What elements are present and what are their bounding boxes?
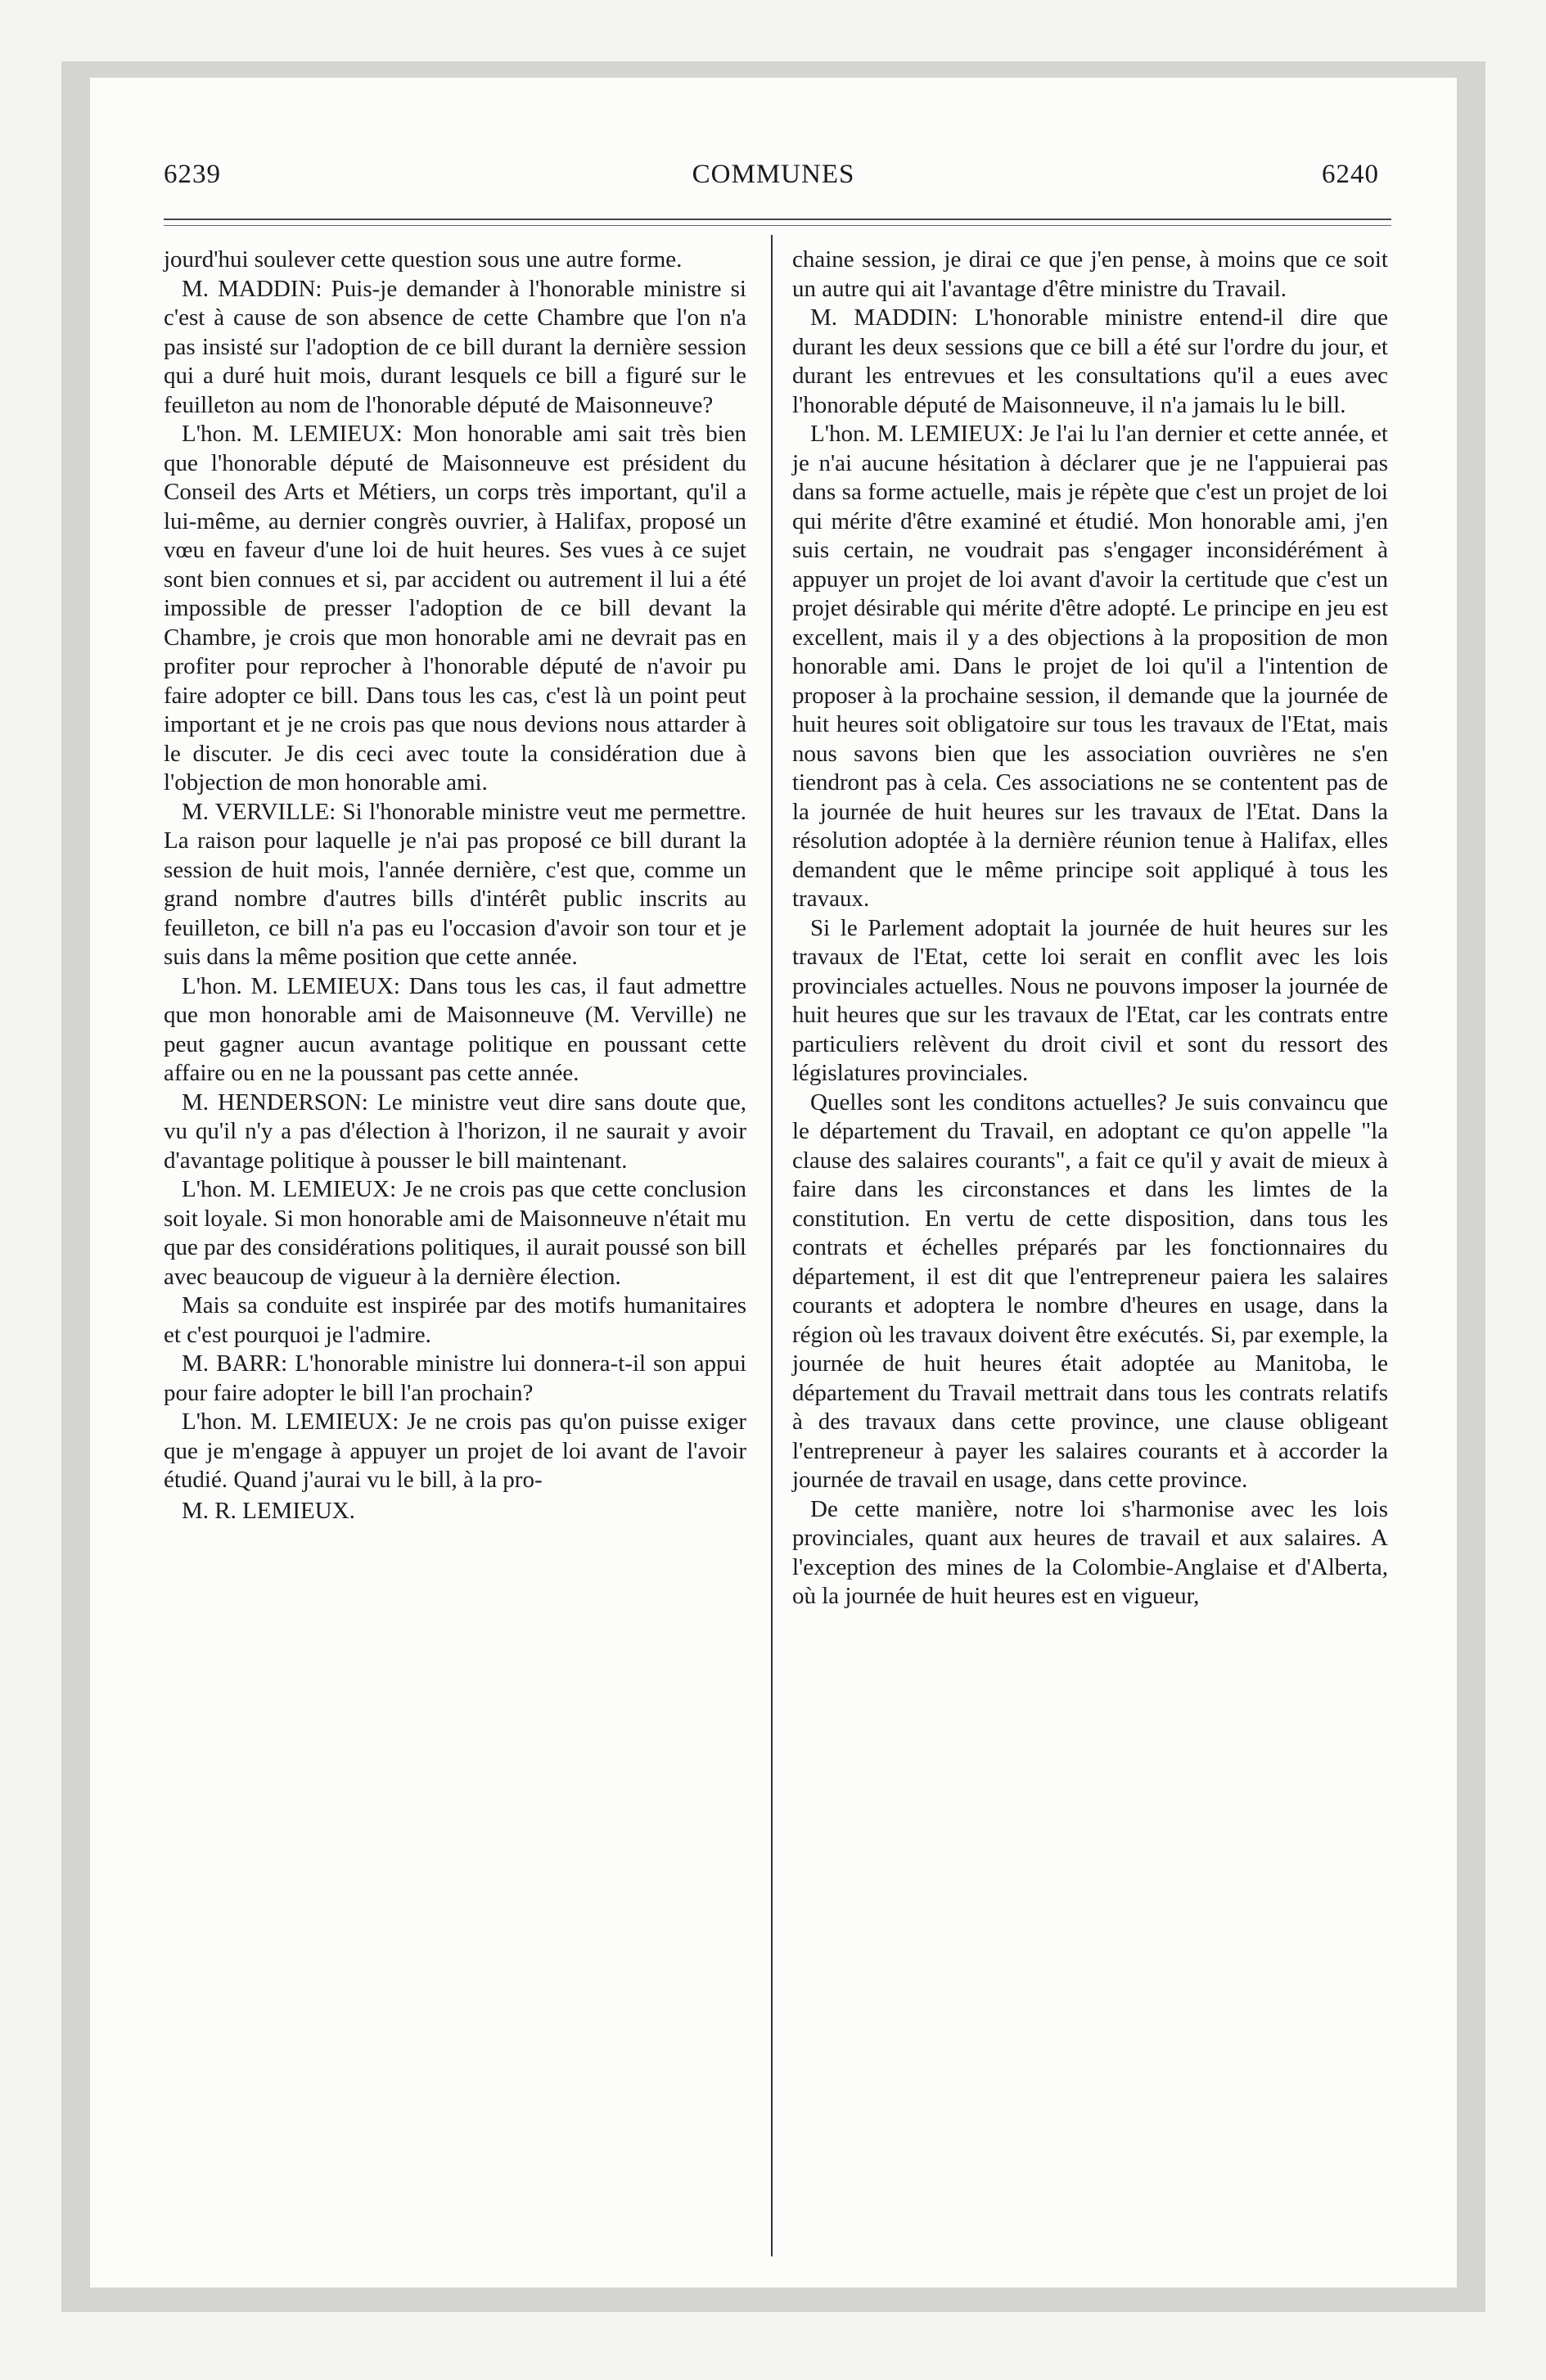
paragraph: M. MADDIN: L'honorable ministre entend-il dire que durant les deux sessions que ce bill a été sur l'ordre du jour, et durant les entrevues et les consultations qu'il a eues avec l'honorable député de Maisonneuve, il n'a jamais lu le bill. [792, 304, 1388, 418]
paragraph: De cette manière, notre loi s'harmonise avec les lois provinciales, quant aux heures de travail et aux salaires. A l'exception des mines de la Colombie-Anglaise et d'Alberta, où la journée de huit heures est en vigueur, [792, 1495, 1388, 1609]
paragraph: chaine session, je dirai ce que j'en pense, à moins que ce soit un autre qui ait l'avantage d'être ministre du Travail. [792, 246, 1388, 302]
paragraph: M. HENDERSON: Le ministre veut dire sans doute que, vu qu'il n'y a pas d'élection à l'horizon, il ne saurait y avoir d'avantage politique à pousser le bill maintenant. [164, 1089, 746, 1174]
page-header-title: COMMUNES [692, 160, 855, 189]
paragraph: L'hon. M. LEMIEUX: Je ne crois pas que cette conclusion soit loyale. Si mon honorable ami de Maisonneuve n'était mu que par des considérations politiques, il aurait poussé son bill avec beaucoup de vigueur à la dernière élection. [164, 1176, 746, 1290]
header-rule [164, 219, 1391, 220]
left-column [164, 246, 746, 1526]
paragraph: L'hon. M. LEMIEUX: Mon honorable ami sait très bien que l'honorable député de Maisonneuve est président du Conseil des Arts et Métiers, un corps très important, qu'il a lui-même, au dernier congrès ouvrier, à Halifax, proposé un vœu en faveur d'une loi de huit heures. Ses vues à ce sujet sont bien connues et si, par accident ou autrement il lui a été impossible de presser l'adoption de ce bill devant la Chambre, je crois que mon honorable ami ne devrait pas en profiter pour reprocher à l'honorable député de n'avoir pu faire adopter ce bill. Dans tous les cas, c'est là un point peut important et je ne crois pas que nous devions nous attarder à le discuter. Je dis ceci avec toute la considération due à l'objection de mon honorable ami. [164, 421, 746, 796]
paragraph: M. BARR: L'honorable ministre lui donnera-t-il son appui pour faire adopter le bill l'an prochain? [164, 1350, 746, 1406]
paragraph: jourd'hui soulever cette question sous une autre forme. [164, 246, 683, 273]
header-rule-thin [164, 225, 1391, 226]
right-page-number: 6240 [1322, 160, 1379, 189]
paragraph: M. VERVILLE: Si l'honorable ministre veut me permettre. La raison pour laquelle je n'ai pas proposé ce bill durant la session de huit mois, l'année dernière, c'est que, comme un grand nombre d'autres bills d'intérêt public inscrits au feuilleton, ce bill n'a pas eu l'occasion d'avoir son tour et je suis dans la même position que cette année. [164, 798, 746, 970]
left-page-number: 6239 [164, 160, 221, 189]
document-page [90, 78, 1457, 2288]
paragraph: L'hon. M. LEMIEUX: Je ne crois pas qu'on puisse exiger que je m'engage à appuyer un projet de loi avant de l'avoir étudié. Quand j'aurai vu le bill, à la pro- [164, 1409, 746, 1493]
speaker-signature: M. R. LEMIEUX. [182, 1497, 355, 1524]
paragraph: L'hon. M. LEMIEUX: Dans tous les cas, il faut admettre que mon honorable ami de Maisonneuve (M. Verville) ne peut gagner aucun avantage politique en poussant cette affaire ou en ne la poussant pas cette année. [164, 972, 746, 1086]
paragraph: Si le Parlement adoptait la journée de huit heures sur les travaux de l'Etat, cette loi serait en conflit avec les lois provinciales actuelles. Nous ne pouvons imposer la journée de huit heures que sur les travaux de l'Etat, car les contrats entre particuliers relèvent du droit civil et sont du ressort des législatures provinciales. [792, 914, 1388, 1086]
right-column [792, 246, 1388, 1611]
column-divider [771, 235, 773, 2256]
paragraph: Mais sa conduite est inspirée par des motifs humanitaires et c'est pourquoi je l'admire. [164, 1292, 746, 1348]
paragraph: Quelles sont les conditons actuelles? Je suis convaincu que le département du Travail, en adoptant ce qu'on appelle "la clause des salaires courants", a fait ce qu'il y avait de mieux à faire dans les circonstances et dans les limtes de la constitution. En vertu de cette disposition, dans tous les contrats et échelles préparés par les fonctionnaires du département, il est dit que l'entrepreneur paiera les salaires courants et adoptera le nombre d'heures en usage, dans la région où les travaux doivent être exécutés. Si, par exemple, la journée de huit heures était adoptée au Manitoba, le département du Travail mettrait dans tous les contrats relatifs à des travaux dans cette province, une clause obligeant l'entrepreneur à payer les salaires courants et à accorder la journée de travail en usage, dans cette province. [792, 1089, 1388, 1493]
paragraph: L'hon. M. LEMIEUX: Je l'ai lu l'an dernier et cette année, et je n'ai aucune hésitation à déclarer que je ne l'appuierai pas dans sa forme actuelle, mais je répète que c'est un projet de loi qui mérite d'être examiné et étudié. Mon honorable ami, j'en suis certain, ne voudrait pas s'engager inconsidérément à appuyer un projet de loi avant d'avoir la certitude que c'est un projet désirable qui mérite d'être adopté. Le principe en jeu est excellent, mais il y a des objections à la proposition de mon honorable ami. Dans le projet de loi qu'il a l'intention de proposer à la prochaine session, il demande que la journée de huit heures soit obligatoire sur tous les travaux de l'Etat, mais nous savons bien que les association ouvrières ne s'en tiendront pas à cela. Ces associations ne se contentent pas de la journée de huit heures sur les travaux de l'Etat. Dans la résolution adoptée à la dernière réunion tenue à Halifax, elles demandent que le même principe soit appliqué à tous les travaux. [792, 421, 1388, 912]
paragraph: M. MADDIN: Puis-je demander à l'honorable ministre si c'est à cause de son absence de cette Chambre que l'on n'a pas insisté sur l'adoption de ce bill durant la dernière session qui a duré huit mois, durant lesquels ce bill a figuré sur le feuilleton au nom de l'honorable député de Maisonneuve? [164, 275, 746, 418]
